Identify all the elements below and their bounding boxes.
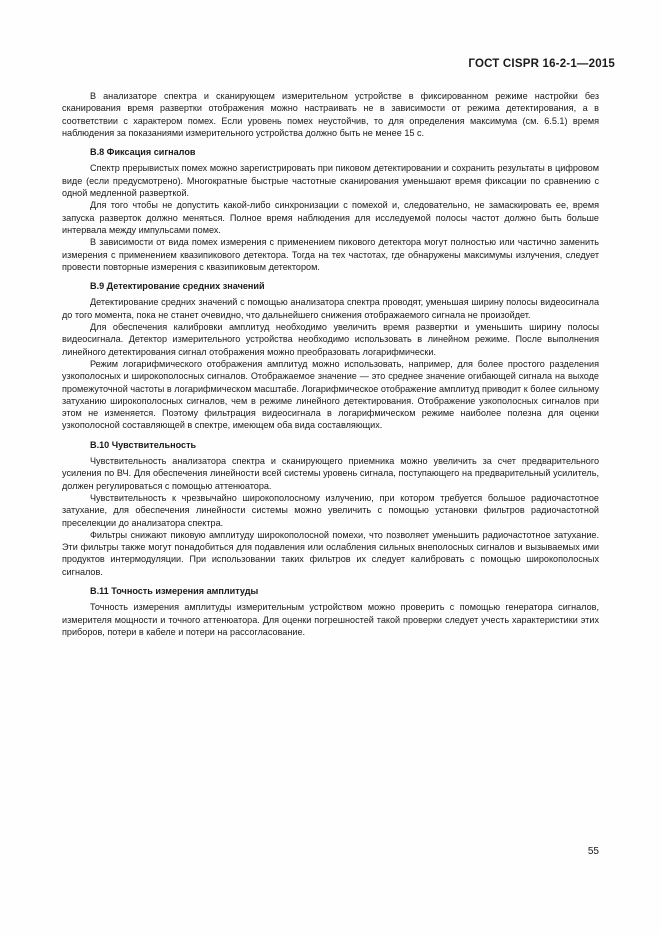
section-b9-paragraph-2: Для обеспечения калибровки амплитуд необходимо увеличить время развертки и уменьшить ширину полосы видеосигнала. Детектор измерительного устройства необходимо использовать в линейном режиме. После выполнения линейного детектирования сигнал отображения можно преобразовать логарифмически. — [62, 322, 599, 357]
section-b10-paragraph-2: Чувствительность к чрезвычайно широкополосному излучению, при котором требуется большое радиочастотное затухание, для обеспечения линейности системы можно увеличить с помощью установки фильтров радиочастотной преселекции до анализатора спектра. — [62, 492, 599, 528]
standard-header: ГОСТ CISPR 16-2-1—2015 — [468, 58, 615, 70]
section-b9-title: В.9 Детектирование средних значений — [90, 281, 265, 292]
document-body — [62, 90, 599, 638]
section-b11-paragraph-1: Точность измерения амплитуды измерительным устройством можно проверить с помощью генератора сигналов, измерителя мощности и точного аттенюатора. Для оценки погрешностей такой проверки следует учесть характеристики этих приборов, потери в кабеле и потери на рассогласование. — [62, 602, 599, 637]
section-b10-title: В.10 Чувствительность — [90, 439, 197, 450]
section-b11-title: В.11 Точность измерения амплитуды — [90, 585, 259, 596]
section-b8-paragraph-3: В зависимости от вида помех измерения с применением пикового детектора могут полностью или частично заменить измерения с применением квазипикового детектора. Тогда на тех частотах, где обнаружены максимумы излучения, следует провести повторные измерения с квазипиковым детектором. — [62, 237, 599, 272]
section-b9-paragraph-1: Детектирование средних значений с помощью анализатора спектра проводят, уменьшая ширину полосы видеосигнала до того момента, пока не станет очевидно, что дальнейшего снижения отображаемого сигнала не произойдет. — [62, 297, 599, 320]
section-b8-paragraph-1: Спектр прерывистых помех можно зарегистрировать при пиковом детектировании и сохранить результаты в цифровом виде (если предусмотрено). Многократные быстрые частотные сканирования уменьшают время фиксации по сравнению с одной медленной разверткой. — [62, 163, 599, 199]
page-number: 55 — [587, 846, 599, 857]
section-b10-paragraph-3: Фильтры снижают пиковую амплитуду широкополосной помехи, что позволяет уменьшить радиочастотное затухание. Эти фильтры также могут понадобиться для подавления или ослабления сильных внеполосных сигналов и вызываемых ими продуктов интермодуляции. При использовании таких фильтров их следует калибровать с помощью широкополосных сигналов. — [62, 529, 599, 577]
section-b8-title: В.8 Фиксация сигналов — [90, 147, 196, 158]
section-b8-paragraph-2: Для того чтобы не допустить какой-либо синхронизации с помехой и, следовательно, не замаскировать ее, время запуска разверток должно меняться. Полное время наблюдения для исследуемой полосы частот должно быть больше интервала между импульсами помех. — [62, 200, 599, 235]
section-b9-paragraph-3: Режим логарифмического отображения амплитуд можно использовать, например, для более простого разделения узкополосных и широкополосных сигналов. Отображаемое значение — это среднее значение огибающей сигнала на выходе промежуточной частоты в логарифмическом масштабе. Логарифмическое отображение амплитуд приводит к более сильному затуханию широкополосных сигналов, чем в режиме линейного детектирования. Отображение узкополосных сигналов при этом не изменяется. Поэтому фильтрация видеосигнала в логарифмическом режиме наиболее полезна для оценки узкополосной составляющей в спектре, имеющем оба вида составляющих. — [62, 358, 599, 431]
section-b10-paragraph-1: Чувствительность анализатора спектра и сканирующего приемника можно увеличить за счет предварительного усиления по ВЧ. Для обеспечения линейности всей системы уровень сигнала, поступающего на предварительный усилитель, должен регулироваться с помощью аттенюатора. — [62, 456, 599, 491]
intro-paragraph: В анализаторе спектра и сканирующем измерительном устройстве в фиксированном режиме настройки без сканирования время развертки отображения можно настраивать не в зависимости от режима детектирования, а в соответствии с характером помех. Если уровень помех неустойчив, то для определения максимума (см. 6.5.1) время наблюдения за показаниями измерительного устройства должно быть не менее 15 с. — [62, 91, 599, 138]
